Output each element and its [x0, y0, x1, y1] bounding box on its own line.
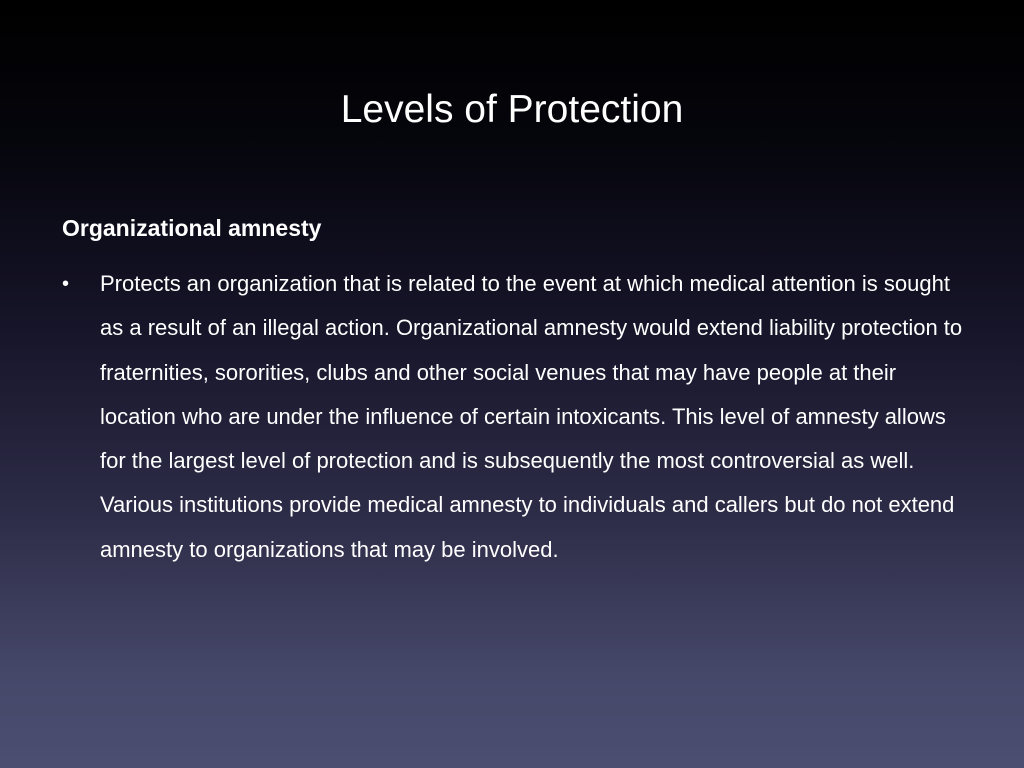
- bullet-marker-icon: •: [62, 273, 70, 295]
- slide-title: Levels of Protection: [340, 88, 684, 132]
- bullet-text: Protects an organization that is related to the event at which medical attention is sought as a result of an illegal action. Organizational amnesty would extend liability protection to fraternities, sororities, clubs and other social venues that may have people at their location who are under the influence of certain intoxicants. This level of amnesty allows for the largest level of protection and is subsequently the most controversial as well. Various institutions provide medical amnesty to individuals and callers but do not extend amnesty to organizations that may be involved.: [100, 271, 963, 562]
- bullet-list: [62, 262, 972, 572]
- section-heading: Organizational amnesty: [62, 215, 322, 241]
- bullet-item: [62, 262, 972, 572]
